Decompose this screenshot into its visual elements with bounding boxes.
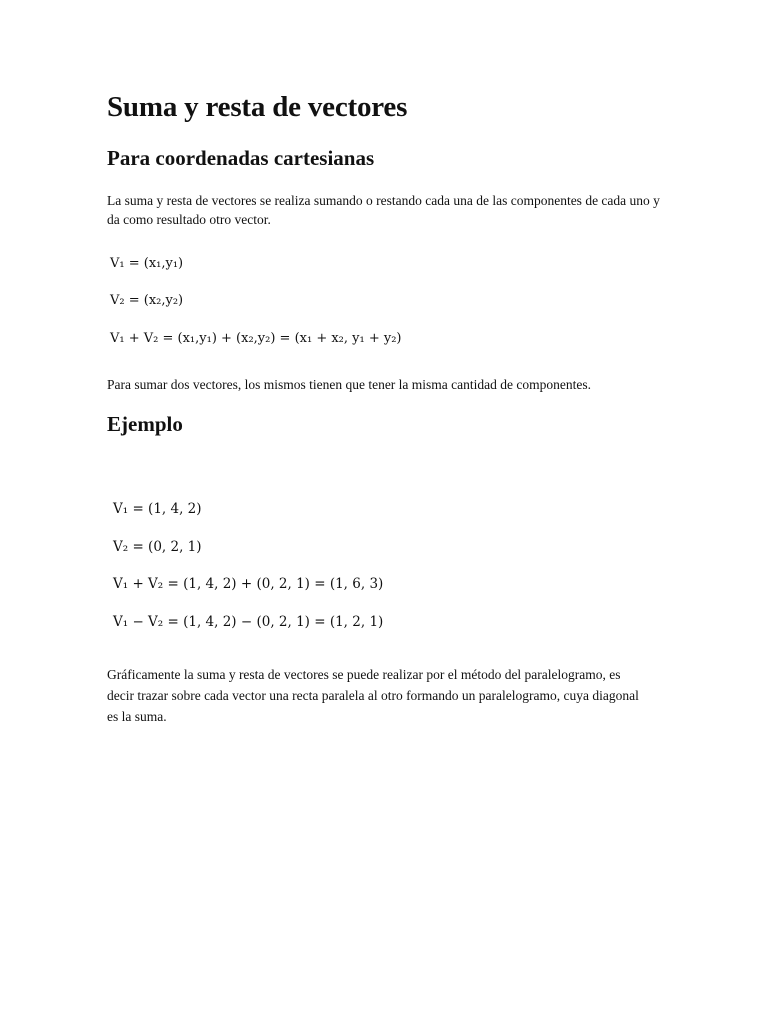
example-v1: V₁ = (1, 4, 2) (113, 501, 202, 517)
formula-sum: V₁ + V₂ = (x₁,y₁) + (x₂,y₂) = (x₁ + x₂, y₁ + y₂) (110, 331, 402, 346)
page-title: Suma y resta de vectores (107, 91, 408, 123)
example-sum: V₁ + V₂ = (1, 4, 2) + (0, 2, 1) = (1, 6, 3) (113, 576, 384, 592)
formula-v2: V₂ = (x₂,y₂) (110, 293, 184, 308)
section-heading-cartesian: Para coordenadas cartesianas (107, 146, 375, 170)
example-heading: Ejemplo (107, 412, 183, 436)
components-note: Para sumar dos vectores, los mismos tienen que tener la misma cantidad de componentes. (107, 377, 591, 392)
formula-v1: V₁ = (x₁,y₁) (110, 256, 184, 271)
graphic-method-paragraph: Gráficamente la suma y resta de vectores se puede realizar por el método del paralelogramo, es decir trazar sobre cada vector una recta paralela al otro formando un paralelogramo, cuya diagonal es la suma. (107, 667, 639, 724)
intro-paragraph: La suma y resta de vectores se realiza sumando o restando cada una de las componentes de cada uno y da como resultado otro vector. (107, 193, 660, 227)
example-difference: V₁ − V₂ = (1, 4, 2) − (0, 2, 1) = (1, 2, 1) (113, 614, 384, 630)
example-v2: V₂ = (0, 2, 1) (113, 539, 202, 555)
